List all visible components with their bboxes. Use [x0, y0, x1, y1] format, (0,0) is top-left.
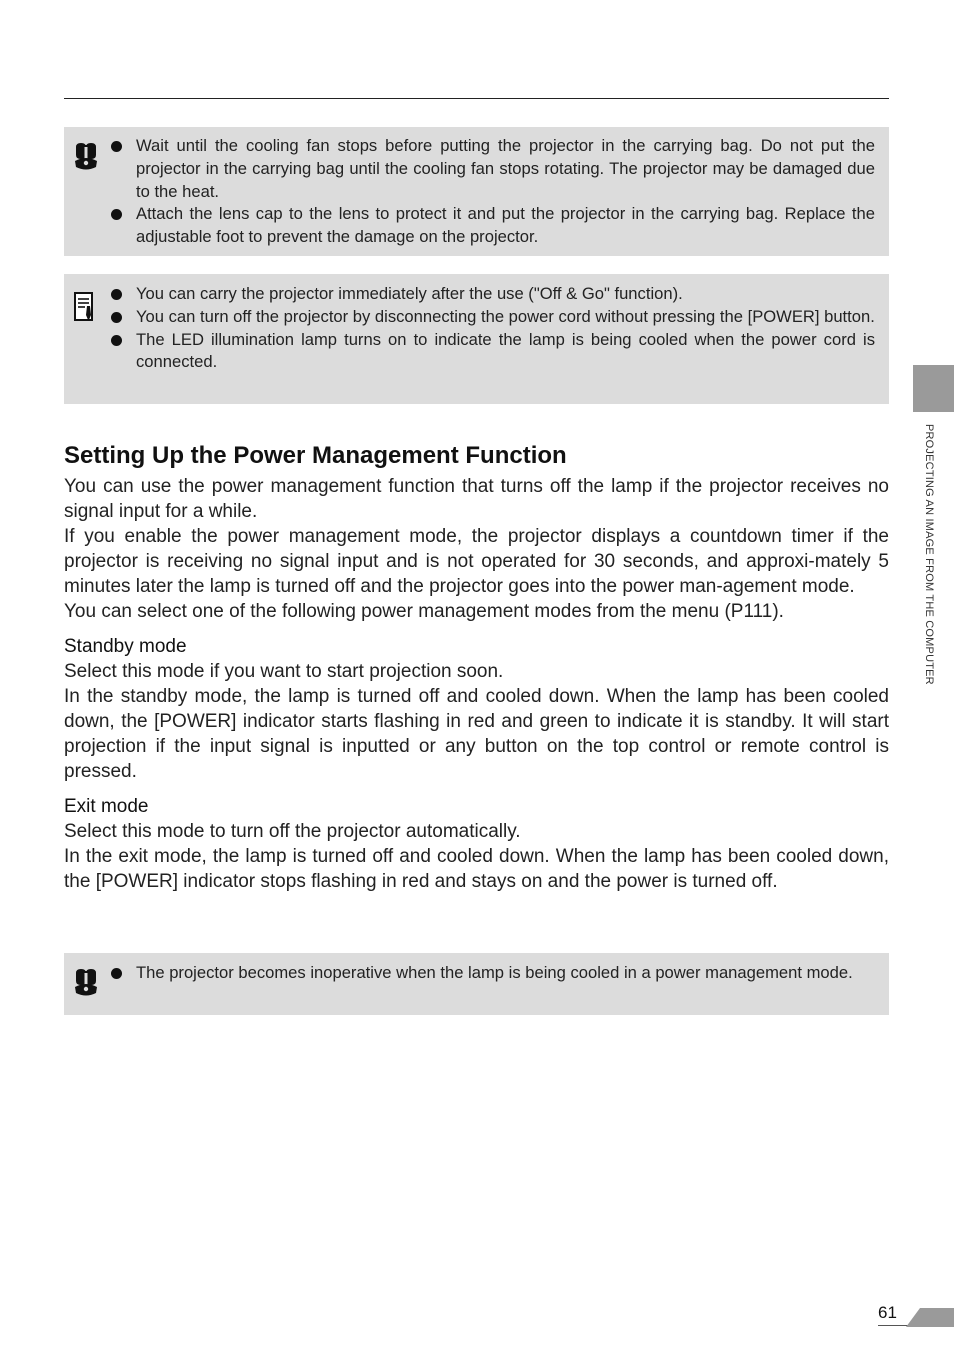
page-number: 61 — [878, 1303, 897, 1322]
note-item: The LED illumination lamp turns on to indicate the lamp is being cooled when the power cord is connected. — [108, 329, 875, 375]
caution-icon — [72, 967, 100, 999]
power-management-section — [64, 440, 889, 894]
chapter-label: PROJECTING AN IMAGE FROM THE COMPUTER — [923, 424, 935, 685]
memo-icon — [72, 290, 100, 322]
intro-paragraph: You can use the power management function that turns off the lamp if the projector receives no signal input for a while. — [64, 476, 889, 522]
note-list — [108, 283, 875, 374]
intro-paragraph: You can select one of the following power management modes from the menu (P111). — [64, 601, 784, 622]
caution-list — [108, 962, 875, 985]
intro-paragraph: If you enable the power management mode, the projector displays a countdown timer if the projector is receiving no signal input and is not operated for 30 seconds, and approxi-mately 5 minutes later the lamp is turned off and the projector goes into the power man-agement mode. — [64, 526, 889, 597]
top-rule — [64, 98, 889, 99]
chapter-tab — [913, 365, 954, 412]
caution-box-bottom — [64, 953, 889, 1015]
caution-item: Wait until the cooling fan stops before putting the projector in the carrying bag. Do not put the projector in the carrying bag until the cooling fan stops rotating. The projector may be damaged due to the heat. — [108, 135, 875, 203]
page-corner-tab — [906, 1308, 954, 1327]
caution-item: The projector becomes inoperative when the lamp is being cooled in a power management mode. — [108, 962, 875, 985]
standby-paragraph: In the standby mode, the lamp is turned off and cooled down. When the lamp has been cooled down, the [POWER] indicator starts flashing in red and green to indicate it is standby. It will start projection if the input signal is inputted or any button on the top control or remote control is pressed. — [64, 686, 889, 782]
section-title: Setting Up the Power Management Function — [64, 442, 567, 469]
caution-icon — [72, 141, 100, 173]
exit-paragraph: In the exit mode, the lamp is turned off and cooled down. When the lamp has been cooled down, the [POWER] indicator stops flashing in red and stays on and the power is turned off. — [64, 846, 889, 892]
standby-paragraph: Select this mode if you want to start projection soon. — [64, 661, 504, 682]
caution-item: Attach the lens cap to the lens to protect it and put the projector in the carrying bag. Replace the adjustable foot to prevent the damage on the projector. — [108, 203, 875, 249]
note-item: You can carry the projector immediately after the use ("Off & Go" function). — [108, 283, 875, 306]
caution-list — [108, 135, 875, 249]
exit-mode-heading: Exit mode — [64, 796, 149, 817]
note-box — [64, 274, 889, 404]
note-item: You can turn off the projector by disconnecting the power cord without pressing the [POWER] button. — [108, 306, 875, 329]
caution-box-top — [64, 127, 889, 256]
page-number-underline — [878, 1325, 908, 1326]
exit-paragraph: Select this mode to turn off the projector automatically. — [64, 821, 521, 842]
standby-mode-heading: Standby mode — [64, 636, 187, 657]
